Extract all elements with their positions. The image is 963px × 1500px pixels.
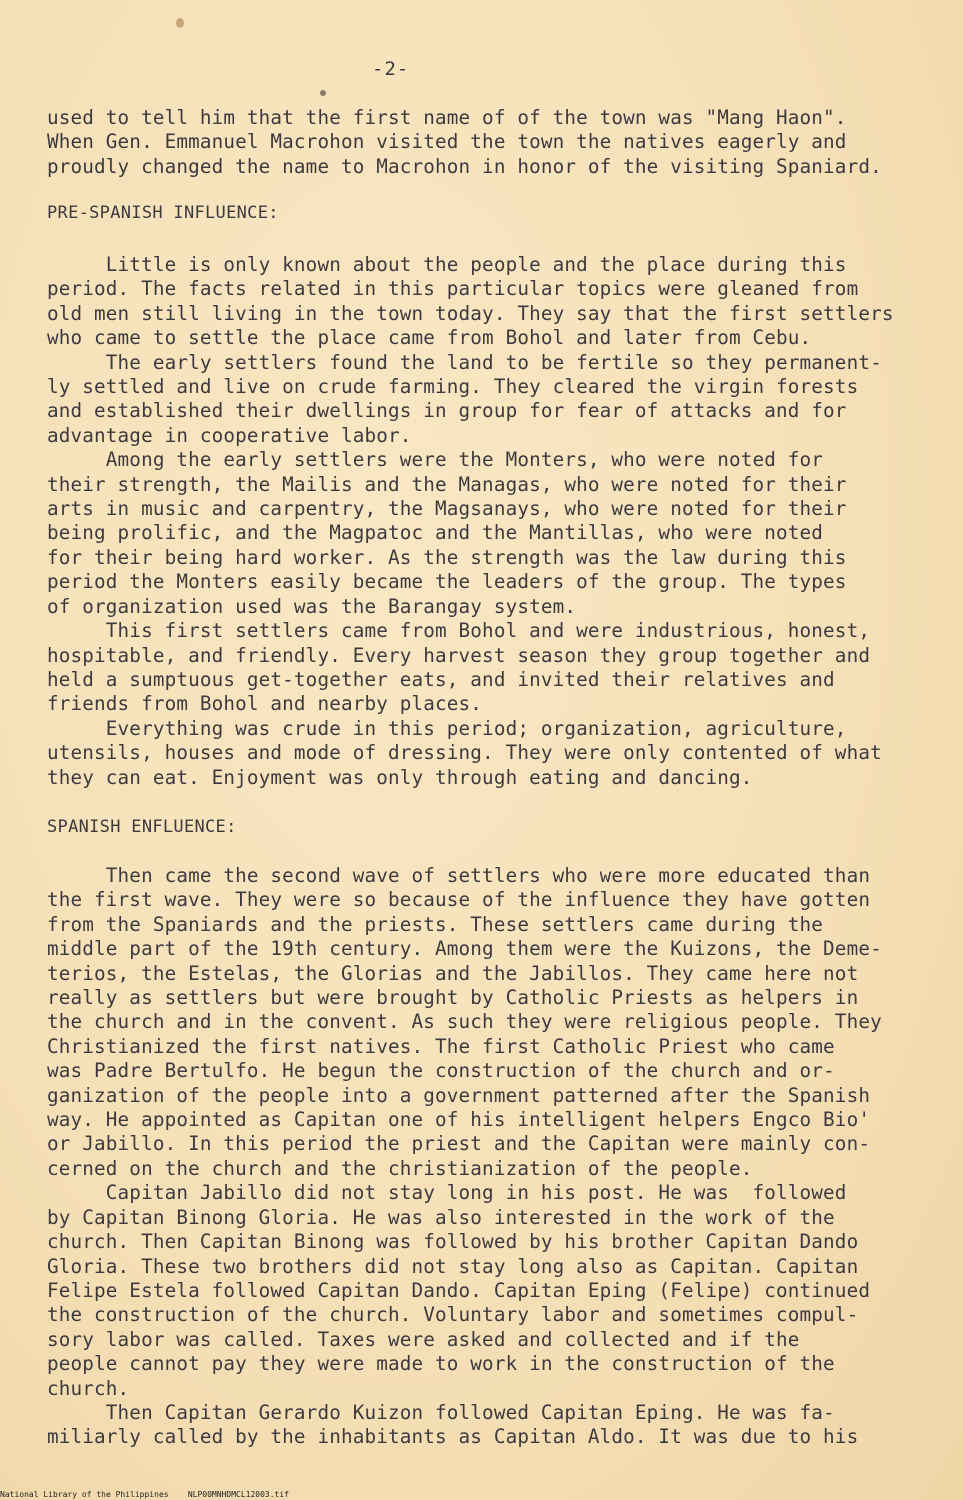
text-line: period the Monters easily became the leaders of the group. The types	[47, 570, 847, 594]
text-line: Then Capitan Gerardo Kuizon followed Capitan Eping. He was fa-	[47, 1400, 835, 1424]
spanish-heading: SPANISH ENFLUENCE:	[47, 817, 237, 837]
text-line: terios, the Estelas, the Glorias and the Jabillos. They came here not	[47, 961, 859, 985]
text-line: utensils, houses and mode of dressing. They were only contented of what	[47, 741, 882, 765]
text-line: who came to settle the place came from Bohol and later from Cebu.	[47, 326, 812, 350]
pre-spanish-heading: PRE-SPANISH INFLUENCE:	[47, 203, 279, 223]
text-line: of organization used was the Barangay system.	[47, 594, 577, 618]
spanish-section	[47, 864, 927, 1450]
text-line: the construction of the church. Voluntary labor and sometimes compul-	[47, 1303, 859, 1327]
text-line: miliarly called by the inhabitants as Capitan Aldo. It was due to his	[47, 1425, 859, 1449]
text-line: church.	[47, 1376, 130, 1400]
text-line: When Gen. Emmanuel Macrohon visited the town the natives eagerly and	[47, 130, 847, 154]
text-line: ly settled and live on crude farming. They cleared the virgin forests	[47, 375, 859, 399]
text-line: Christianized the first natives. The first Catholic Priest who came	[47, 1034, 835, 1058]
text-line: friends from Bohol and nearby places.	[47, 692, 483, 716]
footer-file: NLP00MNHDMCL12003.tif	[187, 1490, 289, 1499]
page-number: -2-	[372, 58, 410, 80]
text-line: This first settlers came from Bohol and were industrious, honest,	[47, 619, 871, 643]
text-line: and established their dwellings in group for fear of attacks and for	[47, 399, 847, 423]
text-line: Among the early settlers were the Monters, who were noted for	[47, 448, 824, 472]
text-line: sory labor was called. Taxes were asked and collected and if the	[47, 1327, 800, 1351]
text-line: period. The facts related in this particular topics were gleaned from	[47, 277, 859, 301]
text-line: Gloria. These two brothers did not stay long also as Capitan. Capitan	[47, 1254, 859, 1278]
text-line: their strength, the Mailis and the Managas, who were noted for their	[47, 472, 847, 496]
footer-source: National Library of the Philippines	[0, 1490, 169, 1499]
text-line: ganization of the people into a government patterned after the Spanish	[47, 1083, 871, 1107]
scan-footer	[0, 1490, 289, 1499]
text-line: was Padre Bertulfo. He begun the construction of the church and or-	[47, 1059, 835, 1083]
text-line: arts in music and carpentry, the Magsanays, who were noted for their	[47, 497, 847, 521]
text-line: way. He appointed as Capitan one of his intelligent helpers Engco Bio'	[47, 1108, 871, 1132]
text-line: or Jabillo. In this period the priest and the Capitan were mainly con-	[47, 1132, 871, 1156]
text-line: The early settlers found the land to be fertile so they permanent-	[47, 350, 882, 374]
text-line: Everything was crude in this period; organization, agriculture,	[47, 716, 847, 740]
text-line: for their being hard worker. As the strength was the law during this	[47, 545, 847, 569]
text-line: used to tell him that the first name of of the town was "Mang Haon".	[47, 106, 847, 129]
text-line: Little is only known about the people and the place during this	[47, 253, 847, 276]
text-line: from the Spaniards and the priests. These settlers came during the	[47, 912, 824, 936]
text-line: proudly changed the name to Macrohon in honor of the visiting Spaniard.	[47, 154, 882, 178]
text-line: really as settlers but were brought by Catholic Priests as helpers in	[47, 986, 859, 1010]
text-line: church. Then Capitan Binong was followed by his brother Capitan Dando	[47, 1230, 859, 1254]
text-line: Capitan Jabillo did not stay long in his post. He was followed	[47, 1181, 847, 1205]
intro-paragraph	[47, 106, 927, 179]
text-line: Then came the second wave of settlers who were more educated than	[47, 864, 871, 887]
text-line: advantage in cooperative labor.	[47, 423, 412, 447]
text-line: the first wave. They were so because of the influence they have gotten	[47, 888, 871, 912]
text-line: held a sumptuous get-together eats, and invited their relatives and	[47, 667, 835, 691]
paper-stain	[176, 18, 184, 28]
text-line: Felipe Estela followed Capitan Dando. Capitan Eping (Felipe) continued	[47, 1278, 871, 1302]
text-line: hospitable, and friendly. Every harvest season they group together and	[47, 643, 871, 667]
text-line: being prolific, and the Magpatoc and the Mantillas, who were noted	[47, 521, 824, 545]
text-line: the church and in the convent. As such they were religious people. They	[47, 1010, 882, 1034]
text-line: people cannot pay they were made to work in the construction of the	[47, 1352, 835, 1376]
pre-spanish-section	[47, 253, 927, 790]
text-line: cerned on the church and the christianization of the people.	[47, 1156, 753, 1180]
text-line: middle part of the 19th century. Among them were the Kuizons, the Deme-	[47, 937, 882, 961]
text-line: by Capitan Binong Gloria. He was also interested in the work of the	[47, 1205, 835, 1229]
text-line: they can eat. Enjoyment was only through eating and dancing.	[47, 765, 753, 789]
ink-dot	[320, 90, 326, 96]
text-line: old men still living in the town today. They say that the first settlers	[47, 301, 894, 325]
